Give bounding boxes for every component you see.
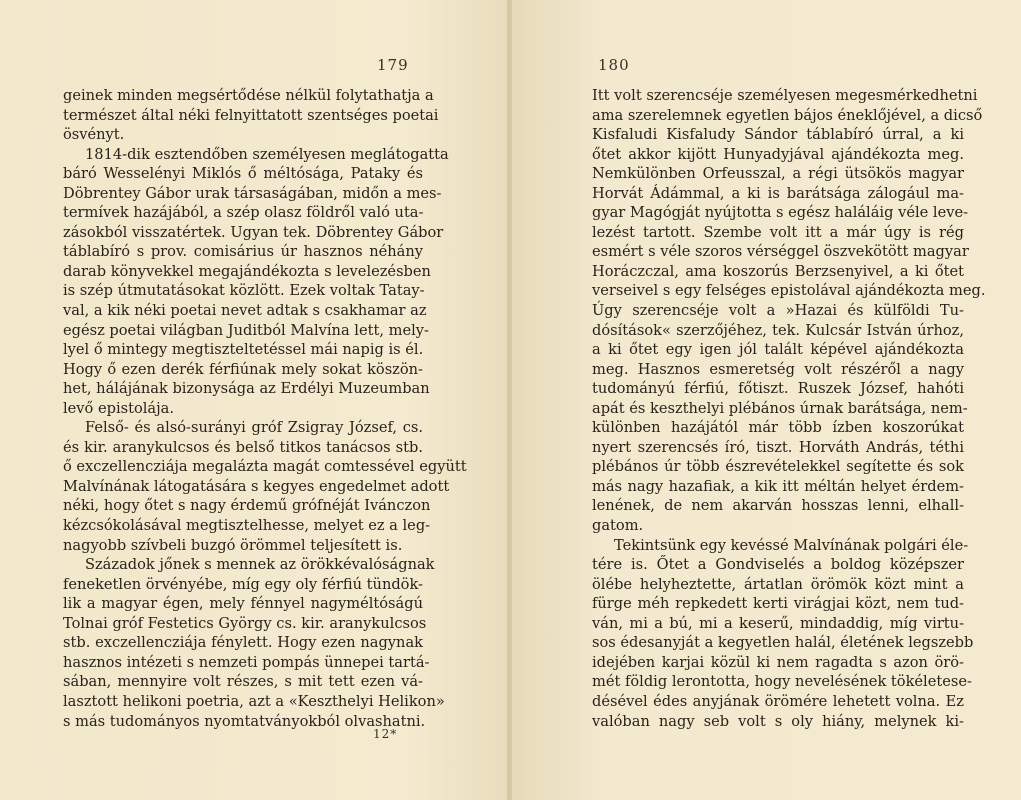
text-line: táblabíró s prov. comisárius úr hasznos néhány (63, 243, 423, 261)
text-line: tudományú férfiú, főtiszt. Ruszek József, hahóti (592, 380, 964, 398)
signature-mark: 12* (373, 727, 398, 741)
text-line: sos édesanyját a kegyetlen halál, életének legszebb (592, 634, 974, 652)
text-line: és kir. aranykulcsos és belső titkos tanácsos stb. (63, 438, 423, 456)
text-line: mét földig lerontotta, hogy nevelésének tökéletese- (592, 673, 972, 691)
text-line: ölébe helyheztette, ártatlan örömök közt mint a (592, 575, 964, 593)
text-line: Úgy szerencséje volt a »Hazai és külföldi Tu- (592, 302, 964, 320)
text-line: idejében karjai közül ki nem ragadta s azon örö- (592, 653, 964, 671)
text-line: darab könyvekkel megajándékozta s levelezésben (63, 262, 431, 280)
text-line: kézcsókolásával megtisztelhesse, melyet ez a leg- (63, 517, 431, 535)
text-line: meg. Hasznos esmeretség volt részéről a nagy (592, 360, 964, 378)
right-page (512, 0, 1021, 800)
text-line: zásokból visszatértek. Ugyan tek. Döbrentey Gábor (63, 223, 444, 241)
text-line: egész poetai világban Juditból Malvína lett, mely- (63, 321, 429, 339)
text-line: Malvínának látogatására s kegyes engedelmet adott (63, 477, 450, 495)
text-line: gatom. (592, 517, 644, 535)
text-line: Döbrentey Gábor urak társaságában, midőn a mes- (63, 184, 442, 202)
text-line: Itt volt szerencséje személyesen megesmérkedhetni (592, 87, 978, 104)
text-line: feneketlen örvényébe, míg egy oly férfiú tündök- (63, 575, 423, 593)
text-line: nagyobb szívbeli buzgó örömmel teljesített is. (63, 536, 403, 554)
text-line: het, hálájának bizonysága az Erdélyi Muzeumban (63, 380, 430, 398)
text-line: hasznos intézeti s nemzeti pompás ünnepei tartá- (63, 653, 430, 671)
text-line: Kisfaludi Kisfaludy Sándor táblabíró úrral, a ki (592, 126, 964, 144)
text-line: stb. exczellencziája fénylett. Hogy ezen nagynak (63, 634, 423, 652)
text-line: Horáczczal, ama koszorús Berzsenyivel, a ki őtet (592, 262, 964, 280)
text-line: Századok jőnek s mennek az örökkévalóságnak (85, 556, 435, 574)
text-line: verseivel s egy felséges epistolával ajándékozta meg. (592, 282, 986, 300)
text-line: valóban nagy seb volt s oly hiány, melynek ki- (592, 712, 964, 730)
text-line: is szép útmutatásokat közlött. Ezek voltak Tatay- (63, 282, 425, 300)
text-line: désével édes anyjának örömére lehetett volna. Ez (592, 692, 964, 710)
right-page-text (592, 86, 986, 731)
text-line: gyar Magógját nyújtotta s egész haláláig véle leve- (592, 204, 969, 222)
text-line: lyel ő mintegy megtiszteltetéssel mái napig is él. (63, 341, 424, 359)
text-line: dósítások« szerzőjéhez, tek. Kulcsár István úrhoz, (592, 321, 964, 339)
text-line: val, a kik néki poetai nevet adtak s csakhamar az (63, 302, 427, 320)
text-line: lik a magyar égen, mely fénnyel nagyméltóságú (63, 595, 423, 613)
left-page (0, 0, 508, 800)
text-line: Hogy ő ezen derék férfiúnak mely sokat köszön- (63, 360, 423, 378)
text-line: lenének, de nem akarván hosszas lenni, elhall- (592, 497, 964, 515)
text-line: tére is. Őtet a Gondviselés a boldog középszer (592, 556, 964, 574)
text-line: 1814-dik esztendőben személyesen meglátogatta (85, 145, 449, 163)
text-line: Felső- és alsó-surányi gróf Zsigray József, cs. (85, 419, 423, 437)
text-line: plébános úr több észrevételekkel segítette és sok (592, 458, 964, 476)
text-line: ő exczellencziája megalázta magát comtessével együtt (63, 458, 467, 476)
text-line: esmért s véle szoros vérséggel öszvekötött magyar (592, 243, 969, 261)
text-line: apát és keszthelyi plébános úrnak barátsága, nem- (592, 399, 968, 417)
text-line: termívek hazájából, a szép olasz földről való uta- (63, 204, 424, 222)
text-line: Nemkülönben Orfeusszal, a régi ütsökös magyar (592, 165, 964, 183)
text-line: ván, mi a bú, mi a keserű, mindaddig, míg virtu- (592, 614, 964, 632)
text-line: őtet akkor kijött Hunyadyjával ajándékozta meg. (592, 145, 964, 163)
text-line: más nagy hazafiak, a kik itt méltán helyet érdem- (592, 477, 964, 495)
text-line: Horvát Ádámmal, a ki is barátsága zálogául ma- (592, 184, 964, 202)
left-page-text (63, 86, 467, 731)
page-number-left: 179 (377, 56, 409, 74)
text-line: különben hazájától már több ízben koszorúkat (592, 419, 964, 437)
text-line: s más tudományos nyomtatványokból olvashatni. (63, 712, 426, 730)
text-line: fürge méh repkedett kerti virágjai közt, nem tud- (592, 595, 964, 613)
text-line: ösvényt. (63, 126, 125, 144)
text-line: geinek minden megsértődése nélkül folytathatja a (63, 87, 434, 104)
text-line: a ki őtet egy igen jól talált képével ajándékozta (592, 341, 964, 359)
text-line: levő epistolája. (63, 399, 174, 417)
text-line: lasztott helikoni poetria, azt a «Keszthelyi Helikon» (63, 692, 445, 710)
text-line: báró Wesselényi Miklós ő méltósága, Pataky és (63, 165, 423, 183)
text-line: Tekintsünk egy kevéssé Malvínának polgári éle- (614, 536, 969, 554)
text-line: lezést tartott. Szembe volt itt a már úgy is rég (592, 223, 964, 241)
text-line: ama szerelemnek egyetlen bájos éneklőjével, a dicső (592, 106, 983, 124)
text-line: természet által néki felnyittatott szentséges poetai (63, 106, 439, 124)
page-number-right: 180 (598, 56, 630, 74)
text-line: nyert szerencsés író, tiszt. Horváth András, téthi (592, 438, 964, 456)
text-line: néki, hogy őtet s nagy érdemű grófnéját Ivánczon (63, 497, 431, 515)
text-line: Tolnai gróf Festetics György cs. kir. aranykulcsos (63, 614, 427, 632)
text-line: sában, mennyire volt részes, s mit tett ezen vá- (63, 673, 423, 691)
